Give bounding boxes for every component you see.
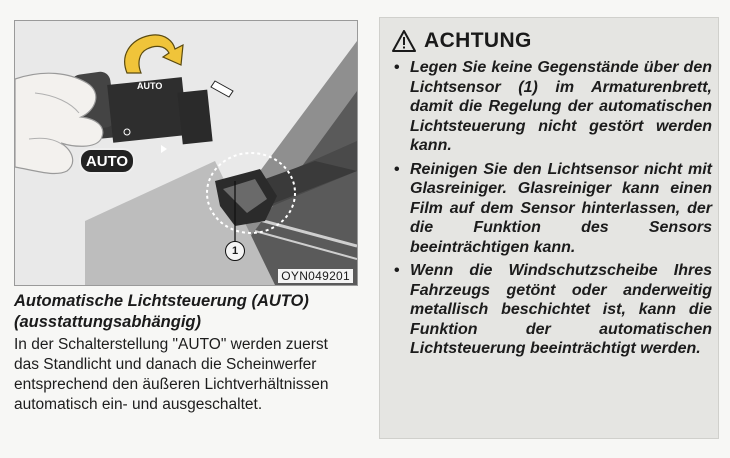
figure-code: OYN049201 xyxy=(278,269,353,283)
warning-item-text: Legen Sie keine Gegenstände über den Lichtsensor (1) im Armaturenbrett, damit die Regelung der automatischen Lichtsteuerung nicht gestört werden kann. xyxy=(410,59,712,154)
left-text-block xyxy=(14,291,354,415)
section-title xyxy=(14,291,354,333)
warning-item: • Wenn die Windschutzscheibe Ihres Fahrzeugs getönt oder anderweitig metallisch beschichtet ist, kann die Funktion der automatischen Lichtsteuerung beeinträchtigt werden. xyxy=(394,262,712,357)
stalk-auto-text: AUTO xyxy=(137,81,163,91)
warning-title: ACHTUNG xyxy=(424,29,532,52)
warning-item-text: Reinigen Sie den Lichtsensor nicht mit Glasreiniger. Glasreiniger kann einen Film auf dem Sensor hinterlassen, der die Funktion des Sensors beeinträchtigen kann. xyxy=(410,160,712,256)
warning-item-text: Wenn die Windschutzscheibe Ihres Fahrzeugs getönt oder anderweitig metallisch beschichtet ist, kann die Funktion der automatischen Lichtsteuerung beeinträchtigt werden. xyxy=(410,262,712,357)
warning-item: • Legen Sie keine Gegenstände über den Lichtsensor (1) im Armaturenbrett, damit die Regelung der automatischen Lichtsteuerung nicht gestört werden kann. xyxy=(394,59,712,154)
illustration-figure xyxy=(14,20,358,286)
callout-number: 1 xyxy=(225,241,245,261)
light-switch-illustration xyxy=(15,21,357,285)
warning-triangle-icon xyxy=(392,30,416,52)
warning-header xyxy=(392,28,532,54)
warning-list xyxy=(392,58,712,363)
auto-badge: AUTO xyxy=(79,148,135,174)
warning-item: • Reinigen Sie den Lichtsensor nicht mit Glasreiniger. Glasreiniger kann einen Film auf dem Sensor hinterlassen, der die Funktion des Sensors beeinträchtigen kann. xyxy=(394,160,712,256)
section-title-line2: (ausstattungsabhängig) xyxy=(14,313,202,331)
section-body: In der Schalterstellung "AUTO" werden zuerst das Standlicht und danach die Scheinwerfer entsprechend den äußeren Lichtverhältnissen automatisch ein- und ausgeschaltet. xyxy=(14,336,329,413)
warning-box xyxy=(379,17,719,439)
section-title-line1: Automatische Lichtsteuerung (AUTO) xyxy=(14,292,309,310)
